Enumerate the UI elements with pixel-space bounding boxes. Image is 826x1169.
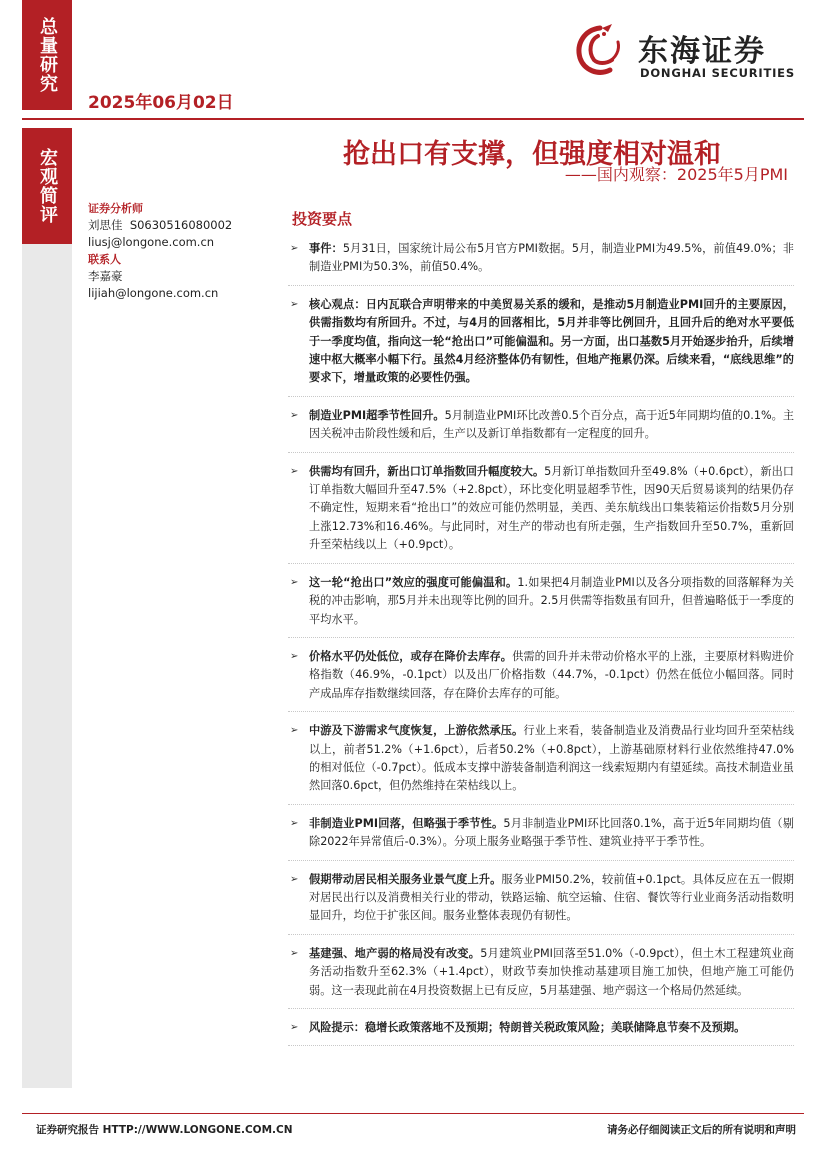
key-point-heading: 中游及下游需求气度恢复，上游依然承压。 xyxy=(309,724,524,738)
contact-email[interactable]: lijiah@longone.com.cn xyxy=(88,286,219,300)
arrow-bullet-icon: ➢ xyxy=(290,298,299,310)
key-point-heading: 供需均有回升，新出口订单指数回升幅度较大。 xyxy=(309,464,545,478)
footer-disclaimer: 请务必仔细阅读正文后的所有说明和声明 xyxy=(607,1124,796,1136)
footer-divider xyxy=(22,1113,804,1114)
arrow-bullet-icon: ➢ xyxy=(290,650,299,662)
key-point-item xyxy=(288,407,794,453)
arrow-bullet-icon: ➢ xyxy=(290,465,299,477)
key-point-item xyxy=(288,722,794,805)
arrow-bullet-icon: ➢ xyxy=(290,243,299,254)
key-point-body: 服务业PMI50.2%，较前值+0.1pct。具体反应在五一假期对居民出行以及消费相关行业的带动，铁路运输、航空运输、住宿、餐饮等行业业商务活动指数明显回升，均位于扩张区间。服务业整体表现仍有韧性。 xyxy=(309,872,794,923)
key-point-item xyxy=(288,945,794,1009)
footer-left: 证券研究报告 HTTP://WWW.LONGONE.COM.CN xyxy=(36,1124,293,1136)
analyst-email[interactable]: liusj@longone.com.cn xyxy=(88,235,215,249)
sidebar-tag: 宏观简评 xyxy=(22,128,72,244)
dragon-logo-icon xyxy=(568,22,630,82)
report-date: 2025年06月02日 xyxy=(88,93,234,113)
key-point-body: 1.如果把4月制造业PMI以及各分项指数的回落解释为关税的冲击影响，那5月并未出现等比例的回升。2.5月供需等指数虽有回升，但普遍略低于一季度的平均水平。 xyxy=(309,575,794,626)
analyst-label: 证券分析师 xyxy=(88,202,143,215)
key-point-body: 稳增长政策落地不及预期；特朗普关税政策风险；美联储降息节奏不及预期。 xyxy=(364,1021,746,1034)
key-point-body: 5月非制造业PMI环比回落0.1%，高于近5年同期均值（剔除2022年异常值后-0.3%）。分项上服务业略强于季节性、建筑业持平于季节性。 xyxy=(309,816,794,849)
key-point-body: 5月31日，国家统计局公布5月官方PMI数据。5月，制造业PMI为49.5%，前值49.0%；非制造业PMI为50.3%，前值50.4%。 xyxy=(309,242,794,274)
logo-en-text: DONGHAI SECURITIES xyxy=(640,66,795,80)
key-point-heading: 核心观点： xyxy=(309,297,366,311)
company-logo xyxy=(568,20,798,86)
key-point-body: 供需的回升并未带动价格水平的上涨，主要原材料购进价格指数（46.9%，-0.1pct）以及出厂价格指数（44.7%，-0.1pct）仍然在低位小幅回落。同时产成品库存指数继续回落，存在降价去库存的可能。 xyxy=(309,649,794,700)
contact-label: 联系人 xyxy=(88,253,121,266)
key-point-heading: 事件： xyxy=(309,242,343,255)
key-point-heading: 这一轮“抢出口”效应的强度可能偏温和。 xyxy=(309,575,518,589)
sidebar-panel xyxy=(22,128,72,1088)
key-point-heading: 制造业PMI超季节性回升。 xyxy=(309,408,445,422)
key-point-heading: 风险提示： xyxy=(309,1021,365,1034)
analyst-id: S0630516080002 xyxy=(129,218,233,232)
report-title: 抢出口有支撑，但强度相对温和 xyxy=(343,139,721,170)
key-point-body: 日内瓦联合声明带来的中美贸易关系的缓和，是推动5月制造业PMI回升的主要原因，供需指数均有所回升。不过，与4月的回落相比，5月并非等比例回升，且回升后的绝对水平要低于一季度均值，指向这一轮“抢出口”可能偏温和。另一方面，出口基数5月开始逐步抬升，后续增速中枢大概率小幅下行。虽然4月经济整体仍有韧性，但地产拖累仍深。后续来看，“底线思维”的要求下，增量政策的必要性仍强。 xyxy=(309,297,794,385)
key-point-body: 5月建筑业PMI回落至51.0%（-0.9pct），但土木工程建筑业商务活动指数升至62.3%（+1.4pct），财政节奏加快推动基建项目施工加快，但地产施工可能仍弱。这一表现此前在4月投资数据上已有反应，5月基建强、地产弱这一个格局仍然延续。 xyxy=(309,946,794,997)
section-heading: 投资要点 xyxy=(292,210,353,228)
key-point-body: 5月制造业PMI环比改善0.5个百分点，高于近5年同期均值的0.1%。主因关税冲击阶段性缓和后，生产以及新订单指数都有一定程度的回升。 xyxy=(309,408,795,441)
key-point-item xyxy=(288,648,794,712)
arrow-bullet-icon: ➢ xyxy=(290,817,299,829)
key-point-item xyxy=(288,463,794,564)
arrow-bullet-icon: ➢ xyxy=(290,947,299,959)
arrow-bullet-icon: ➢ xyxy=(290,725,299,737)
key-point-item xyxy=(288,1019,794,1046)
key-point-heading: 价格水平仍处低位，或存在降价去库存。 xyxy=(309,649,513,663)
arrow-bullet-icon: ➢ xyxy=(290,1022,299,1033)
key-point-body: 5月新订单指数回升至49.8%（+0.6pct），新出口订单指数大幅回升至47.5%（+2.8pct），环比变化明显超季节性，因90天后贸易谈判的结果仍存不确定性，短期来看“抢出口”的效应可能仍然明显，美西、美东航线出口集装箱运价指数5月分别上涨12.73%和16.46%。与此同时，对生产的带动也有所走强，生产指数回升至50.7%，重新回升至荣枯线以上（+0.9pct）。 xyxy=(309,464,794,552)
header-divider xyxy=(22,118,804,120)
key-point-item xyxy=(288,240,794,286)
analyst-info xyxy=(88,200,232,302)
contact-name: 李嘉豪 xyxy=(88,269,123,283)
logo-cn-text: 东海证券 xyxy=(638,34,766,69)
key-point-item xyxy=(288,296,794,397)
key-point-item xyxy=(288,815,794,861)
arrow-bullet-icon: ➢ xyxy=(290,576,299,588)
analyst-name: 刘思佳 xyxy=(88,218,123,232)
arrow-bullet-icon: ➢ xyxy=(290,409,299,421)
category-tag: 总量研究 xyxy=(22,0,72,110)
key-point-heading: 基建强、地产弱的格局没有改变。 xyxy=(309,946,481,960)
key-point-heading: 假期带动居民相关服务业景气度上升。 xyxy=(309,872,502,886)
key-points-list xyxy=(288,240,794,1056)
report-subtitle: ——国内观察：2025年5月PMI xyxy=(564,165,788,184)
key-point-heading: 非制造业PMI回落，但略强于季节性。 xyxy=(309,816,504,830)
key-point-item xyxy=(288,871,794,935)
arrow-bullet-icon: ➢ xyxy=(290,873,299,885)
key-point-item xyxy=(288,574,794,638)
key-point-body: 行业上来看，装备制造业及消费品行业均回升至荣枯线以上，前者51.2%（+1.6pct），后者50.2%（+0.8pct），上游基础原材料行业依然维持47.0%的相对低位（-0.7pct）。低成本支撑中游装备制造利润这一线索短期内有望延续。高技术制造业虽然回落0.6pct，但仍然维持在荣枯线以上。 xyxy=(309,724,794,793)
